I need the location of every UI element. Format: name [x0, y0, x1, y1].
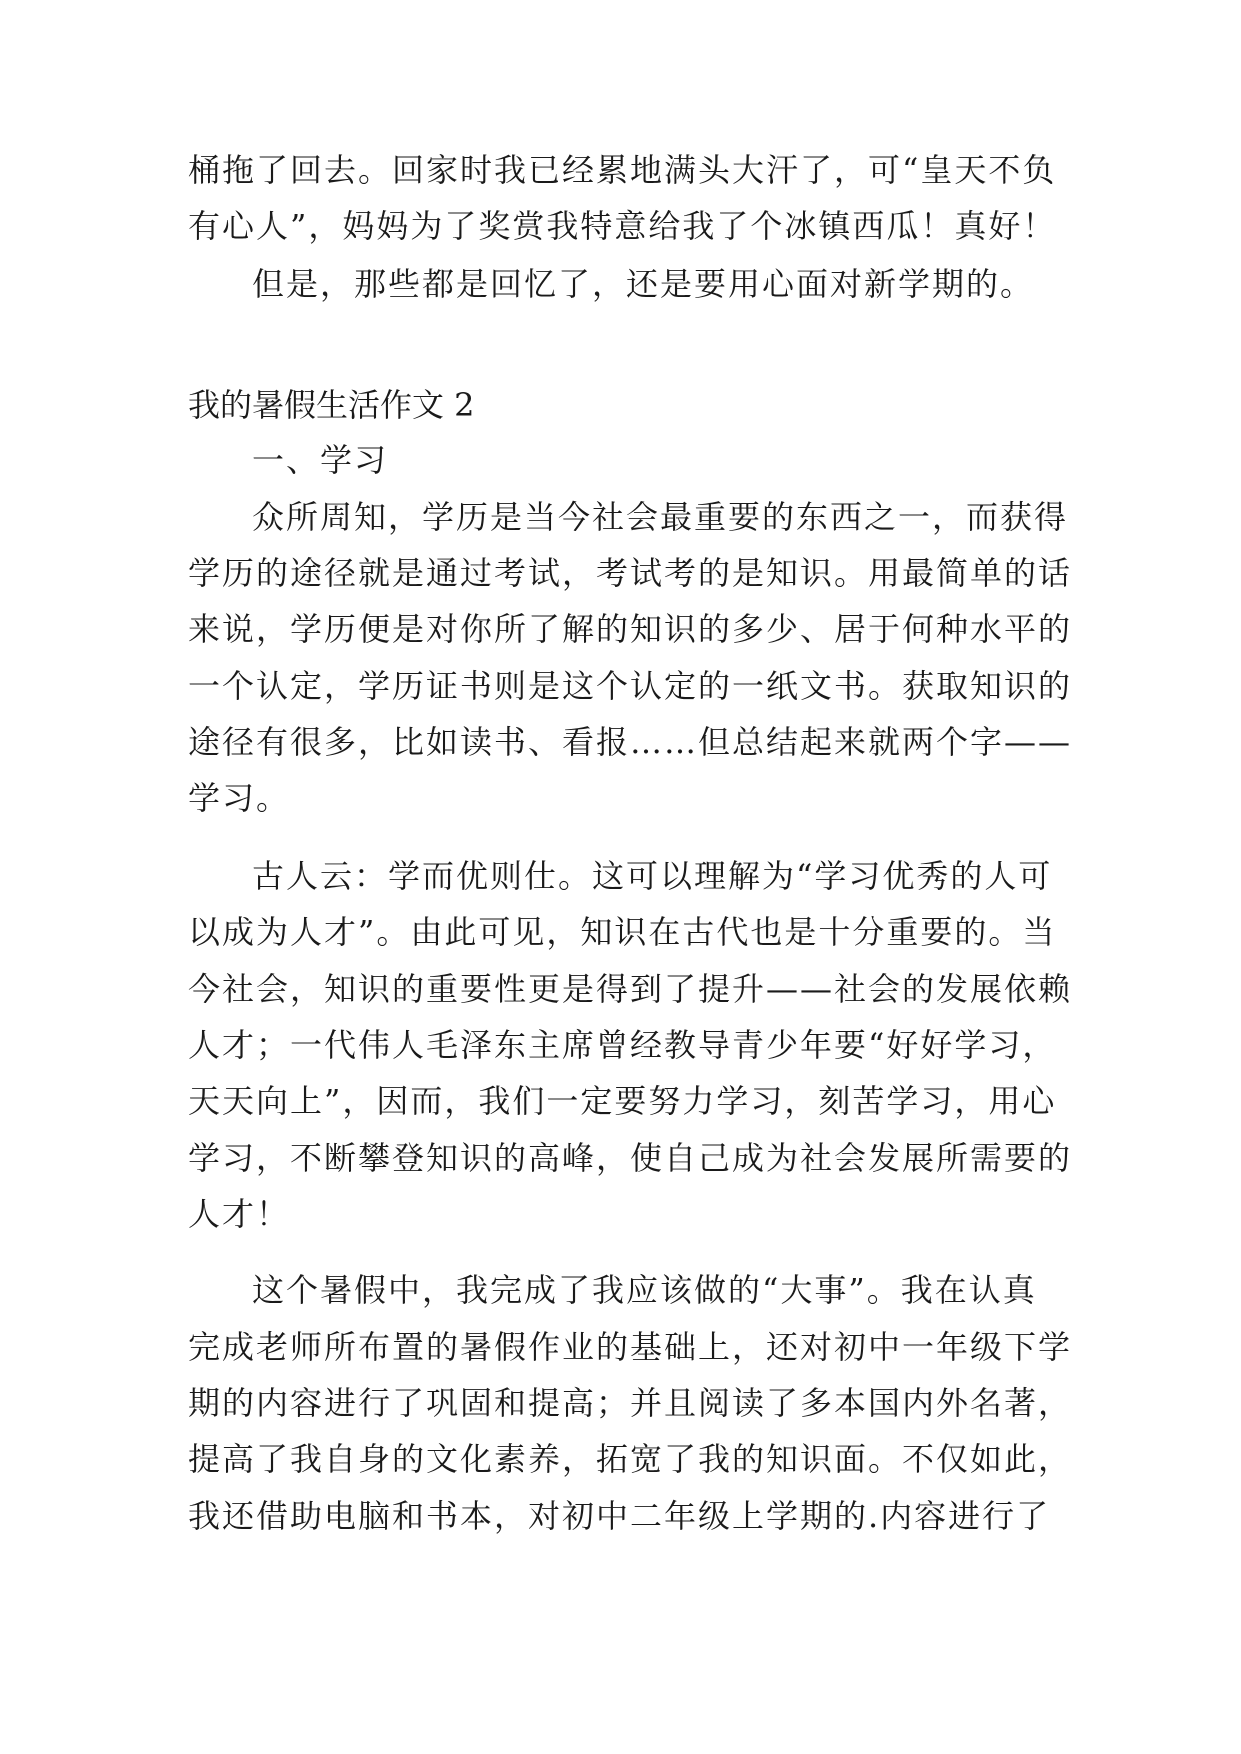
paragraph-line: 这个暑假中，我完成了我应该做的“大事”。我在认真 — [252, 1271, 1037, 1309]
paragraph-line: 提高了我自身的文化素养，拓宽了我的知识面。不仅如此， — [188, 1440, 1073, 1478]
paragraph-line: 学习。 — [188, 779, 291, 817]
paragraph-line: 但是，那些都是回忆了，还是要用心面对新学期的。 — [252, 265, 1035, 303]
subsection-heading: 一、学习 — [252, 441, 389, 479]
paragraph-line: 一个认定，学历证书则是这个认定的一纸文书。获取知识的 — [188, 667, 1073, 705]
paragraph-line: 人才！ — [188, 1195, 291, 1233]
paragraph-line: 我还借助电脑和书本，对初中二年级上学期的.内容进行了 — [188, 1497, 1051, 1535]
section-title: 我的暑假生活作文 2 — [188, 386, 475, 424]
paragraph-line: 有心人”，妈妈为了奖赏我特意给我了个冰镇西瓜！真好！ — [188, 207, 1057, 245]
paragraph-line: 桶拖了回去。回家时我已经累地满头大汗了，可“皇天不负 — [188, 151, 1057, 189]
paragraph-line: 学习，不断攀登知识的高峰，使自己成为社会发展所需要的 — [188, 1139, 1073, 1177]
paragraph-line: 途径有很多，比如读书、看报……但总结起来就两个字—— — [188, 723, 1073, 761]
paragraph-line: 来说，学历便是对你所了解的知识的多少、居于何种水平的 — [188, 610, 1073, 648]
paragraph-line: 期的内容进行了巩固和提高；并且阅读了多本国内外名著， — [188, 1384, 1073, 1422]
paragraph-line: 学历的途径就是通过考试，考试考的是知识。用最简单的话 — [188, 554, 1073, 592]
paragraph-line: 天天向上”，因而，我们一定要努力学习，刻苦学习，用心 — [188, 1082, 1057, 1120]
paragraph-line: 今社会，知识的重要性更是得到了提升——社会的发展依赖 — [188, 970, 1073, 1008]
paragraph-line: 人才；一代伟人毛泽东主席曾经教导青少年要“好好学习， — [188, 1026, 1057, 1064]
paragraph-line: 以成为人才”。由此可见，知识在古代也是十分重要的。当 — [188, 913, 1057, 951]
paragraph-line: 完成老师所布置的暑假作业的基础上，还对初中一年级下学 — [188, 1328, 1073, 1366]
paragraph-line: 古人云：学而优则仕。这可以理解为“学习优秀的人可 — [252, 857, 1053, 895]
paragraph-line: 众所周知，学历是当今社会最重要的东西之一，而获得 — [252, 498, 1069, 536]
